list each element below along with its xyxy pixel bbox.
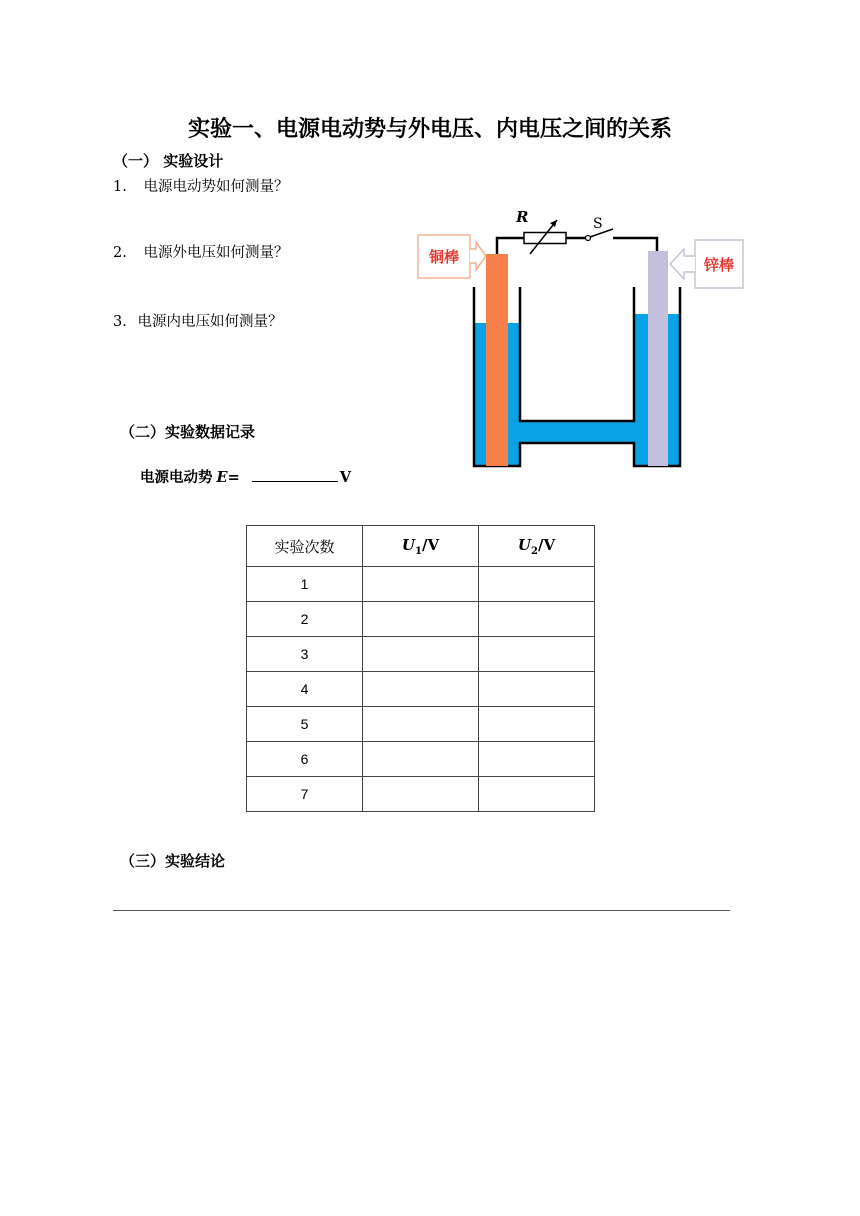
u2-cell[interactable] <box>479 777 595 812</box>
header-trial-count: 实验次数 <box>247 526 363 567</box>
switch-contact <box>586 236 591 241</box>
table-header-row <box>247 526 595 567</box>
question-3 <box>113 310 282 331</box>
question-text: 电源外电压如何测量？ <box>143 245 289 261</box>
zinc-pointer-arrow <box>670 249 695 279</box>
emf-line <box>140 466 351 487</box>
page-title: 实验一、电源电动势与外电压、内电压之间的关系 <box>187 117 672 142</box>
question-1 <box>113 175 288 196</box>
u2-cell[interactable] <box>479 567 595 602</box>
zinc-label: 锌棒 <box>703 256 735 274</box>
u1-cell[interactable] <box>363 672 479 707</box>
table-row <box>247 567 595 602</box>
question-text: 电源电动势如何测量？ <box>143 179 289 195</box>
u2-cell[interactable] <box>479 637 595 672</box>
table-row <box>247 672 595 707</box>
u2-cell[interactable] <box>479 602 595 637</box>
emf-unit: V <box>339 469 351 486</box>
section-heading-design: （一） 实验设计 <box>113 152 224 170</box>
trial-number: 6 <box>247 742 363 777</box>
conclusion-answer-line[interactable] <box>113 910 730 911</box>
section-heading-data: （二）实验数据记录 <box>120 423 256 441</box>
resistor-label: R <box>516 208 529 226</box>
emf-label: 电源电动势 <box>140 470 213 486</box>
u2-cell[interactable] <box>479 672 595 707</box>
trial-number: 2 <box>247 602 363 637</box>
table-row <box>247 742 595 777</box>
header-u1: $U_1/V$ <box>363 526 479 567</box>
trial-number: 1 <box>247 567 363 602</box>
question-text: 电源内电压如何测量？ <box>137 314 283 330</box>
u1-cell[interactable] <box>363 637 479 672</box>
u1-cell[interactable] <box>363 707 479 742</box>
emf-equals: = <box>227 470 240 486</box>
question-number: 3. <box>113 314 127 330</box>
u2-cell[interactable] <box>479 707 595 742</box>
copper-label: 铜棒 <box>428 248 460 266</box>
emf-symbol: E <box>216 469 228 486</box>
switch-label: S <box>593 216 603 232</box>
u1-cell[interactable] <box>363 742 479 777</box>
table-row <box>247 637 595 672</box>
table-row <box>247 602 595 637</box>
trial-number: 3 <box>247 637 363 672</box>
section-heading-conclusion: （三）实验结论 <box>120 852 226 870</box>
copper-rod <box>486 254 508 466</box>
table-row <box>247 777 595 812</box>
zinc-rod <box>648 251 668 466</box>
question-number: 1. <box>113 179 127 195</box>
copper-pointer-arrow <box>470 242 486 270</box>
table-row <box>247 707 595 742</box>
u2-cell[interactable] <box>479 742 595 777</box>
question-number: 2. <box>113 245 127 261</box>
trial-number: 5 <box>247 707 363 742</box>
u1-cell[interactable] <box>363 567 479 602</box>
question-2 <box>113 241 288 262</box>
cell-diagram <box>410 198 750 473</box>
u1-cell[interactable] <box>363 777 479 812</box>
trial-number: 4 <box>247 672 363 707</box>
emf-blank-field[interactable] <box>252 467 338 482</box>
u1-cell[interactable] <box>363 602 479 637</box>
data-table <box>246 525 595 812</box>
trial-number: 7 <box>247 777 363 812</box>
circuit-wire <box>497 238 657 256</box>
header-u2: $U_2/V$ <box>479 526 595 567</box>
